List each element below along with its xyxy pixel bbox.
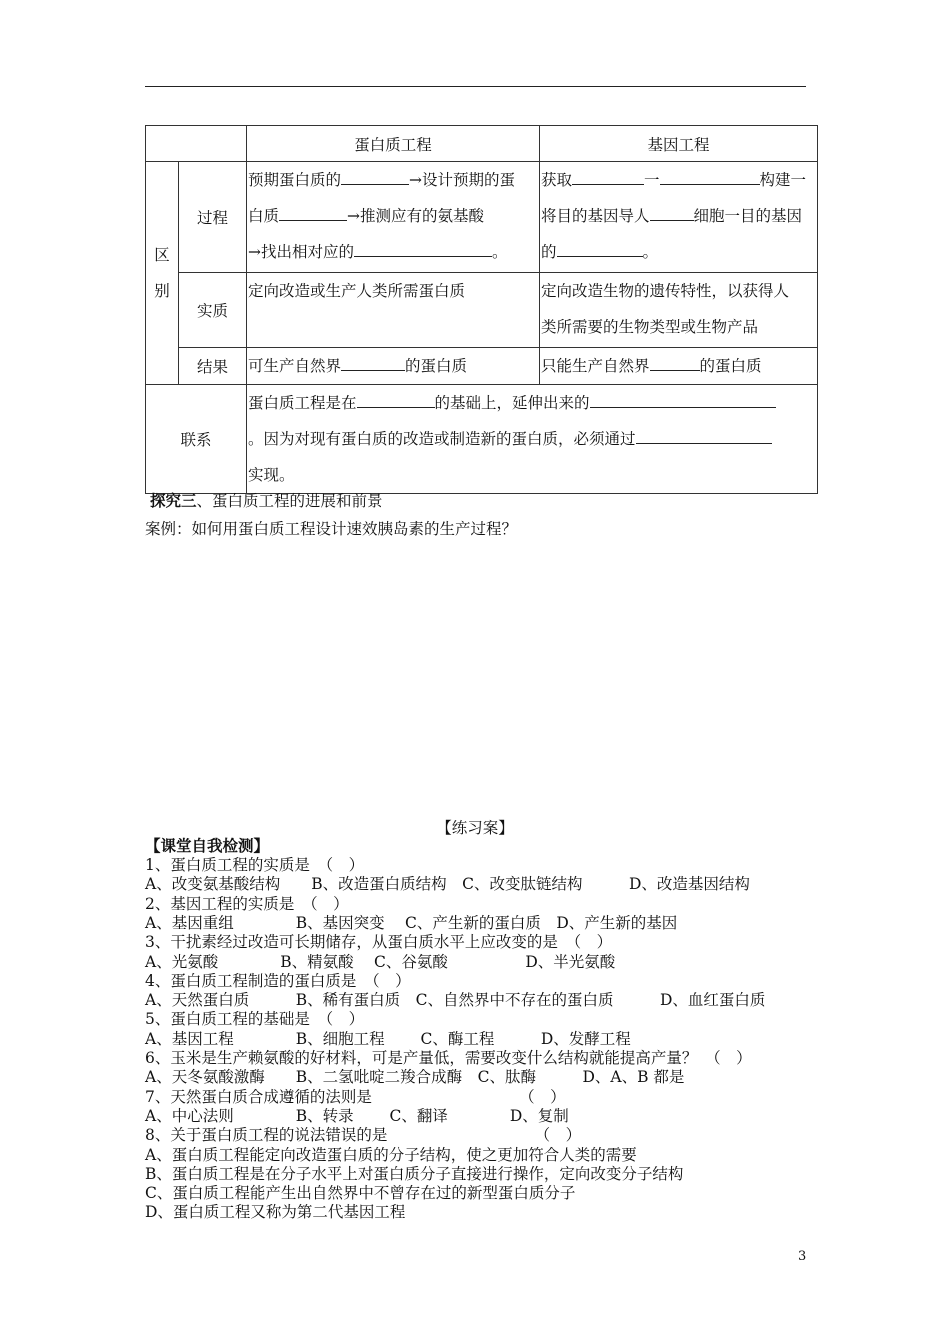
diff-label-char: 别 <box>154 282 170 300</box>
fill-blank <box>572 170 644 185</box>
result-gene-cell: 只能生产自然界 的蛋白质 <box>540 348 818 385</box>
exercise-line: A、蛋白质工程能定向改造蛋白质的分子结构，使之更加符合人类的需要 <box>145 1145 637 1164</box>
table-row-relation <box>146 385 818 494</box>
exercise-line: 7、天然蛋白质合成遵循的法则是 （ ） <box>145 1087 566 1106</box>
essence-gene-cell: 定向改造生物的遗传特性，以获得人 类所需要的生物类型或生物产品 <box>540 273 818 348</box>
exercise-line: 2、基因工程的实质是 （ ） <box>145 894 349 913</box>
fill-blank <box>354 242 492 257</box>
table-row-result <box>146 348 818 385</box>
fill-blank <box>341 356 405 371</box>
exercise-line: 8、关于蛋白质工程的说法错误的是 （ ） <box>145 1126 582 1145</box>
fill-blank <box>660 170 760 185</box>
header-rule <box>145 86 806 87</box>
exercise-line: 6、玉米是生产赖氨酸的好材料，可是产量低，需要改变什么结构就能提高产量？ （ ） <box>145 1049 752 1067</box>
exercise-line: D、蛋白质工程又称为第二代基因工程 <box>145 1203 406 1222</box>
exercise-line: A、天然蛋白质 B、稀有蛋白质 C、自然界中不存在的蛋白质 D、血红蛋白质 <box>145 991 766 1010</box>
row-label-process: 过程 <box>179 162 247 273</box>
fill-blank <box>590 393 776 408</box>
header-gene-engineering: 基因工程 <box>540 126 818 162</box>
row-label-relation: 联系 <box>146 385 247 494</box>
table-header-row <box>146 126 818 162</box>
fill-blank <box>341 170 409 185</box>
diff-label-char: 区 <box>154 246 170 264</box>
fill-blank <box>636 429 772 444</box>
fill-blank <box>557 242 643 257</box>
table-row-process <box>146 162 818 273</box>
exercise-line: A、改变氨基酸结构 B、改造蛋白质结构 C、改变肽链结构 D、改造基因结构 <box>145 875 750 894</box>
row-label-result: 结果 <box>179 348 247 385</box>
process-gene-cell: 获取 一 构建一 将目的基因导人 细胞一目的基因 的 。 <box>540 162 818 273</box>
exercise-line: C、蛋白质工程能产生出自然界中不曾存在过的新型蛋白质分子 <box>145 1184 576 1203</box>
self-check-title: 【课堂自我检测】 <box>145 836 270 855</box>
exercise-line: B、蛋白质工程是在分子水平上对蛋白质分子直接进行操作，定向改变分子结构 <box>145 1164 684 1183</box>
page-number: 3 <box>798 1249 807 1264</box>
row-label-essence: 实质 <box>179 273 247 348</box>
relation-cell: 蛋白质工程是在 的基础上，延伸出来的 。因为对现有蛋白质的改造或制造新的蛋白质，必须通过 实现。 <box>247 385 818 494</box>
section-3-heading: 探究三、蛋白质工程的进展和前景 <box>150 491 383 510</box>
fill-blank <box>650 206 694 221</box>
exercise-line: A、中心法则 B、转录 C、翻译 D、复制 <box>145 1106 569 1125</box>
fill-blank <box>650 356 700 371</box>
diff-label-cell <box>146 162 179 385</box>
exercise-line: 5、蛋白质工程的基础是 （ ） <box>145 1010 365 1029</box>
table-row-essence <box>146 273 818 348</box>
exercise-line: A、基因工程 B、细胞工程 C、酶工程 D、发酵工程 <box>145 1029 631 1048</box>
essence-protein-cell: 定向改造或生产人类所需蛋白质 <box>247 273 540 348</box>
practice-title: 【练习案】 <box>436 819 514 837</box>
case-question: 案例：如何用蛋白质工程设计速效胰岛素的生产过程？ <box>145 520 518 538</box>
process-protein-cell: 预期蛋白质的 →设计预期的蛋 白质 →推测应有的氨基酸 →找出相对应的 。 <box>247 162 540 273</box>
exercise-line: A、光氨酸 B、精氨酸 C、谷氨酸 D、半光氨酸 <box>145 952 616 971</box>
fill-blank <box>357 393 435 408</box>
exercise-line: 4、蛋白质工程制造的蛋白质是 （ ） <box>145 971 411 990</box>
header-protein-engineering: 蛋白质工程 <box>247 126 540 162</box>
result-protein-cell: 可生产自然界 的蛋白质 <box>247 348 540 385</box>
corner-cell <box>146 126 247 162</box>
comparison-table <box>145 125 818 494</box>
exercise-line: 3、干扰素经过改造可长期储存，从蛋白质水平上应改变的是 （ ） <box>145 933 613 952</box>
fill-blank <box>279 206 347 221</box>
exercise-line: A、基因重组 B、基因突变 C、产生新的蛋白质 D、产生新的基因 <box>145 913 678 932</box>
exercise-line: 1、蛋白质工程的实质是 （ ） <box>145 856 365 874</box>
exercise-line: A、天冬氨酸激酶 B、二氢吡啶二羧合成酶 C、肽酶 D、A、B 都是 <box>145 1068 685 1087</box>
